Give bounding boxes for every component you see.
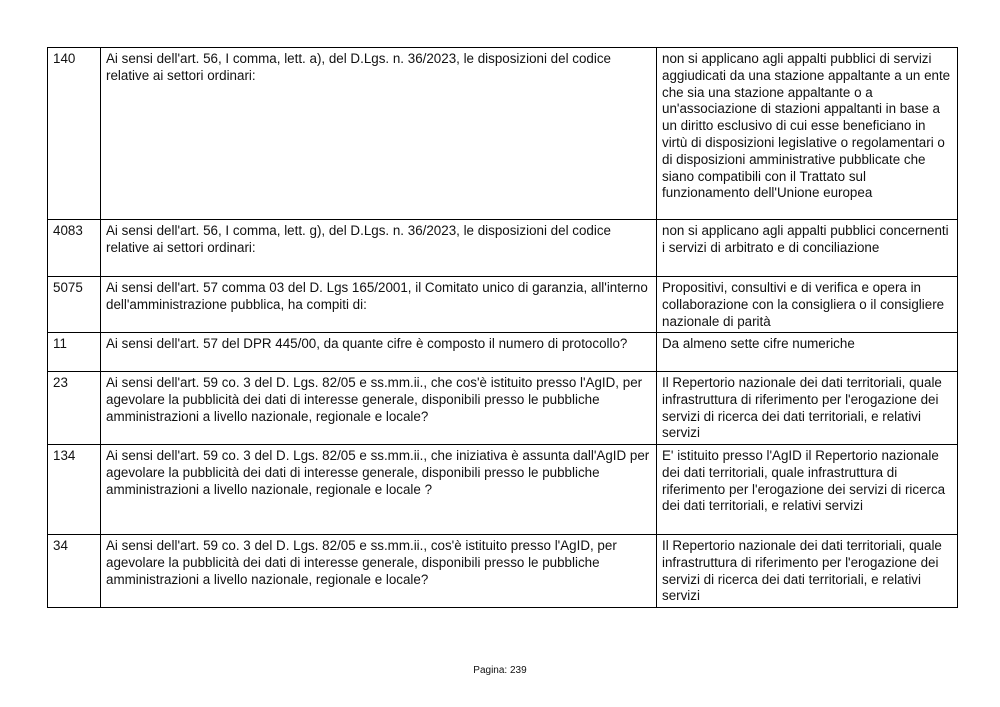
answer-text: Propositivi, consultivi e di verifica e opera in collaborazione con la consigliera o il consigliere nazionale di parità — [657, 277, 958, 333]
questions-table — [47, 47, 958, 608]
question-text: Ai sensi dell'art. 56, I comma, lett. g), del D.Lgs. n. 36/2023, le disposizioni del codice relative ai settori ordinari: — [101, 220, 657, 277]
page-number: Pagina: 239 — [473, 665, 527, 676]
question-text: Ai sensi dell'art. 59 co. 3 del D. Lgs. 82/05 e ss.mm.ii., che iniziativa è assunta dall'AgID per agevolare la pubblicità dei dati di interesse generale, disponibili presso le pubbliche amministrazioni a livello nazionale, regionale e locale ? — [101, 445, 657, 535]
table-row — [48, 535, 958, 608]
question-id: 4083 — [48, 220, 101, 277]
question-text: Ai sensi dell'art. 57 del DPR 445/00, da quante cifre è composto il numero di protocollo? — [101, 333, 657, 372]
table-row — [48, 445, 958, 535]
question-text: Ai sensi dell'art. 59 co. 3 del D. Lgs. 82/05 e ss.mm.ii., che cos'è istituito presso l'AgID, per agevolare la pubblicità dei dati di interesse generale, disponibili presso le pubbliche amministrazioni a livello nazionale, regionale e locale? — [101, 372, 657, 445]
table-row — [48, 220, 958, 277]
question-id: 140 — [48, 48, 101, 220]
question-id: 34 — [48, 535, 101, 608]
answer-text: non si applicano agli appalti pubblici di servizi aggiudicati da una stazione appaltante a un ente che sia una stazione appaltante o a un'associazione di stazioni appaltanti in base a un diritto esclusivo di cui esse beneficiano in virtù di disposizioni legislative o regolamentari o di disposizioni amministrative pubblicate che siano compatibili con il Trattato sul funzionamento dell'Unione europea — [657, 48, 958, 220]
question-text: Ai sensi dell'art. 57 comma 03 del D. Lgs 165/2001, il Comitato unico di garanzia, all'interno dell'amministrazione pubblica, ha compiti di: — [101, 277, 657, 333]
question-id: 5075 — [48, 277, 101, 333]
answer-text: Il Repertorio nazionale dei dati territoriali, quale infrastruttura di riferimento per l'erogazione dei servizi di ricerca dei dati territoriali, e relativi servizi — [657, 535, 958, 608]
table-row — [48, 48, 958, 220]
question-text: Ai sensi dell'art. 59 co. 3 del D. Lgs. 82/05 e ss.mm.ii., cos'è istituito presso l'AgID, per agevolare la pubblicità dei dati di interesse generale, disponibili presso le pubbliche amministrazioni a livello nazionale, regionale e locale? — [101, 535, 657, 608]
table-row — [48, 277, 958, 333]
question-id: 23 — [48, 372, 101, 445]
answer-text: E' istituito presso l'AgID il Repertorio nazionale dei dati territoriali, quale infrastruttura di riferimento per l'erogazione dei servizi di ricerca dei dati territoriali, e relativi servizi — [657, 445, 958, 535]
answer-text: Il Repertorio nazionale dei dati territoriali, quale infrastruttura di riferimento per l'erogazione dei servizi di ricerca dei dati territoriali, e relativi servizi — [657, 372, 958, 445]
question-text: Ai sensi dell'art. 56, I comma, lett. a), del D.Lgs. n. 36/2023, le disposizioni del codice relative ai settori ordinari: — [101, 48, 657, 220]
answer-text: non si applicano agli appalti pubblici concernenti i servizi di arbitrato e di conciliazione — [657, 220, 958, 277]
table-row — [48, 333, 958, 372]
table-row — [48, 372, 958, 445]
question-id: 134 — [48, 445, 101, 535]
answer-text: Da almeno sette cifre numeriche — [657, 333, 958, 372]
question-id: 11 — [48, 333, 101, 372]
